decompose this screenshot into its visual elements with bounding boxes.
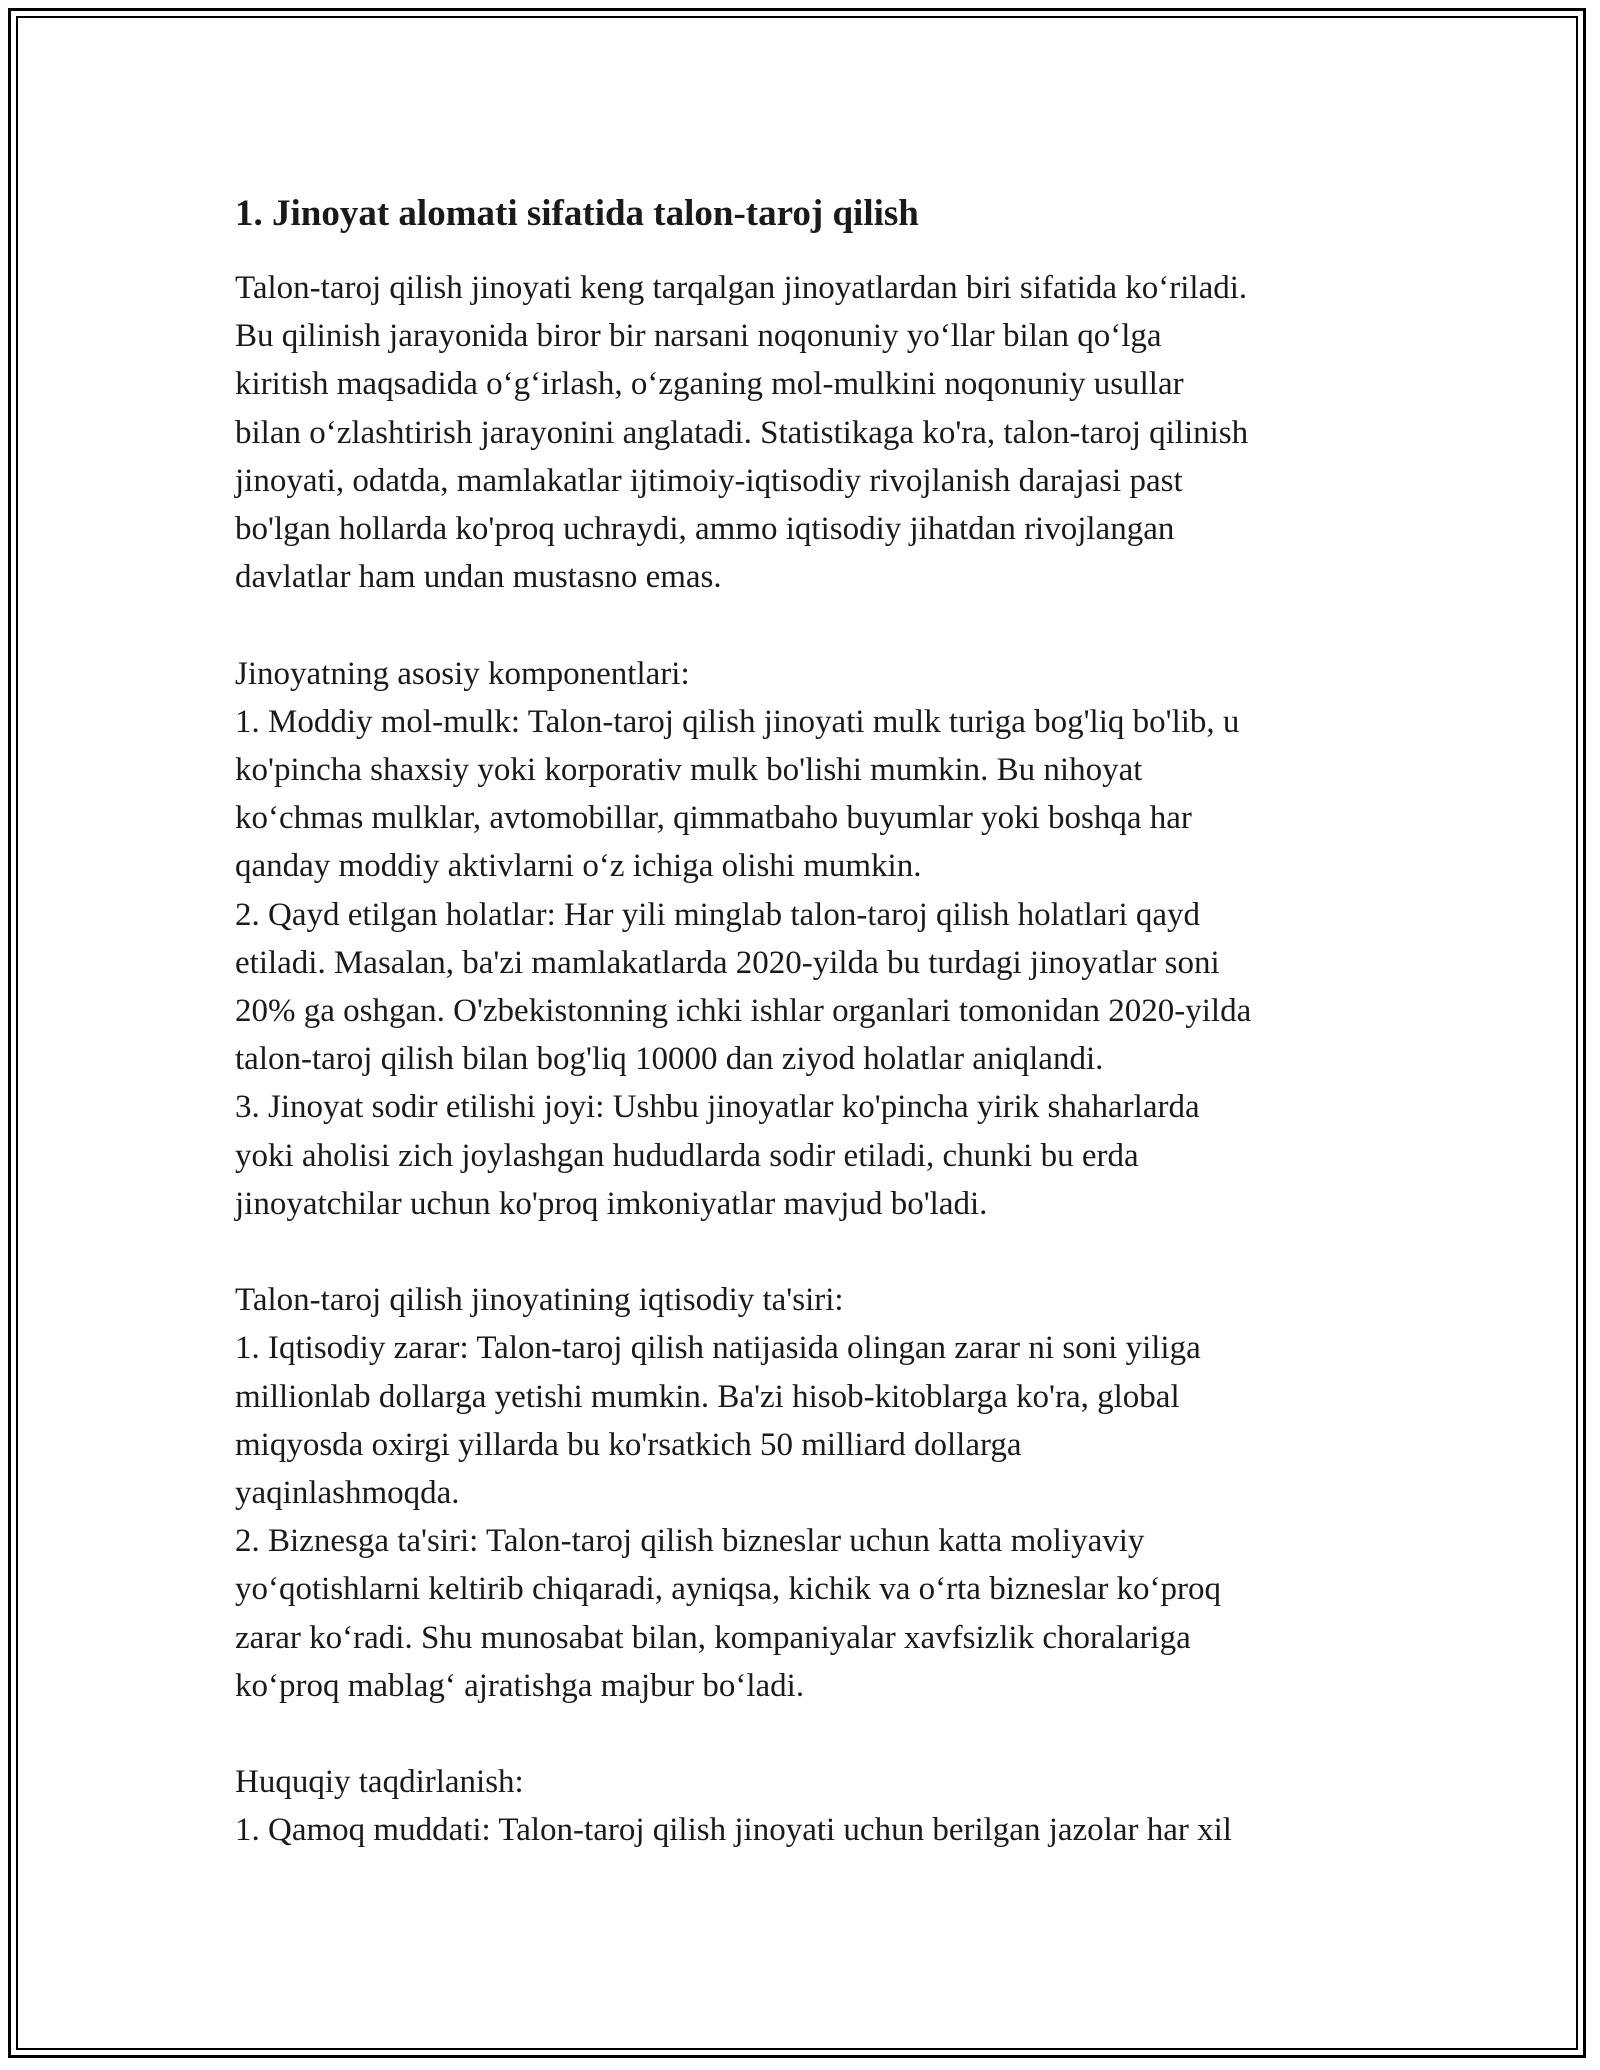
text-line: bilan o‘zlashtirish jarayonini anglatadi. Statistikaga ko'ra, talon-taroj qilinish [235,414,1249,451]
text-line: 1. Iqtisodiy zarar: Talon-taroj qilish natijasida olingan zarar ni soni yiliga [235,1330,1201,1367]
text-line: davlatlar ham undan mustasno emas. [235,559,722,596]
paragraph-spacer [235,1228,1375,1276]
text-line: 20% ga oshgan. O'zbekistonning ichki ishlar organlari tomonidan 2020-yilda [235,993,1252,1030]
text-line: 3. Jinoyat sodir etilishi joyi: Ushbu jinoyatlar ko'pincha yirik shaharlarda [235,1089,1200,1126]
text-line: 1. Qamoq muddati: Talon-taroj qilish jinoyati uchun berilgan jazolar har xil [235,1812,1232,1849]
text-line: qanday moddiy aktivlarni o‘z ichiga olishi mumkin. [235,848,922,885]
paragraph-spacer [235,1710,1375,1758]
document-body [235,188,1375,1855]
text-line: Jinoyatning asosiy komponentlari: [235,655,690,692]
text-line: millionlab dollarga yetishi mumkin. Ba'zi hisob-kitoblarga ko'ra, global [235,1378,1180,1415]
text-line: ko‘chmas mulklar, avtomobillar, qimmatbaho buyumlar yoki boshqa har [235,800,1192,837]
text-line: yaqinlashmoqda. [235,1475,460,1512]
paragraph-block [235,1758,1375,1854]
text-line: bo'lgan hollarda ko'proq uchraydi, ammo iqtisodiy jihatdan rivojlangan [235,511,1175,548]
text-line: jinoyatchilar uchun ko'proq imkoniyatlar mavjud bo'ladi. [235,1185,988,1222]
text-line: miqyosda oxirgi yillarda bu ko'rsatkich 50 milliard dollarga [235,1426,1022,1463]
text-line: yo‘qotishlarni keltirib chiqaradi, ayniqsa, kichik va o‘rta bizneslar ko‘proq [235,1571,1222,1608]
text-line: kiritish maqsadida o‘g‘irlash, o‘zganing mol-mulkini noqonuniy usullar [235,366,1184,403]
document-title: 1. Jinoyat alomati sifatida talon-taroj qilish [235,193,919,234]
text-line: 2. Qayd etilgan holatlar: Har yili minglab talon-taroj qilish holatlari qayd [235,896,1201,933]
text-line: Bu qilinish jarayonida biror bir narsani noqonuniy yo‘llar bilan qo‘lga [235,318,1162,355]
text-line: yoki aholisi zich joylashgan hududlarda sodir etiladi, chunki bu erda [235,1137,1139,1174]
text-line: Talon-taroj qilish jinoyatining iqtisodiy ta'siri: [235,1282,844,1319]
text-line: etiladi. Masalan, ba'zi mamlakatlarda 2020-yilda bu turdagi jinoyatlar soni [235,944,1220,981]
paragraph-block [235,650,1375,1228]
text-line: ko‘proq mablag‘ ajratishga majbur bo‘ladi. [235,1667,805,1704]
text-line: Huquqiy taqdirlanish: [235,1764,524,1801]
paragraph-block [235,264,1375,601]
paragraph-block [235,1276,1375,1710]
paragraph-spacer [235,601,1375,649]
text-line: talon-taroj qilish bilan bog'liq 10000 dan ziyod holatlar aniqlandi. [235,1041,1104,1078]
text-line: zarar ko‘radi. Shu munosabat bilan, kompaniyalar xavfsizlik choralariga [235,1619,1191,1656]
text-line: jinoyati, odatda, mamlakatlar ijtimoiy-iqtisodiy rivojlanish darajasi past [235,462,1183,499]
document-paragraphs [235,264,1375,1855]
text-line: 1. Moddiy mol-mulk: Talon-taroj qilish jinoyati mulk turiga bog'liq bo'lib, u [235,703,1240,740]
text-line: 2. Biznesga ta'siri: Talon-taroj qilish bizneslar uchun katta moliyaviy [235,1523,1145,1560]
text-line: ko'pincha shaxsiy yoki korporativ mulk bo'lishi mumkin. Bu nihoyat [235,752,1143,789]
text-line: Talon-taroj qilish jinoyati keng tarqalgan jinoyatlardan biri sifatida ko‘riladi. [235,270,1248,306]
